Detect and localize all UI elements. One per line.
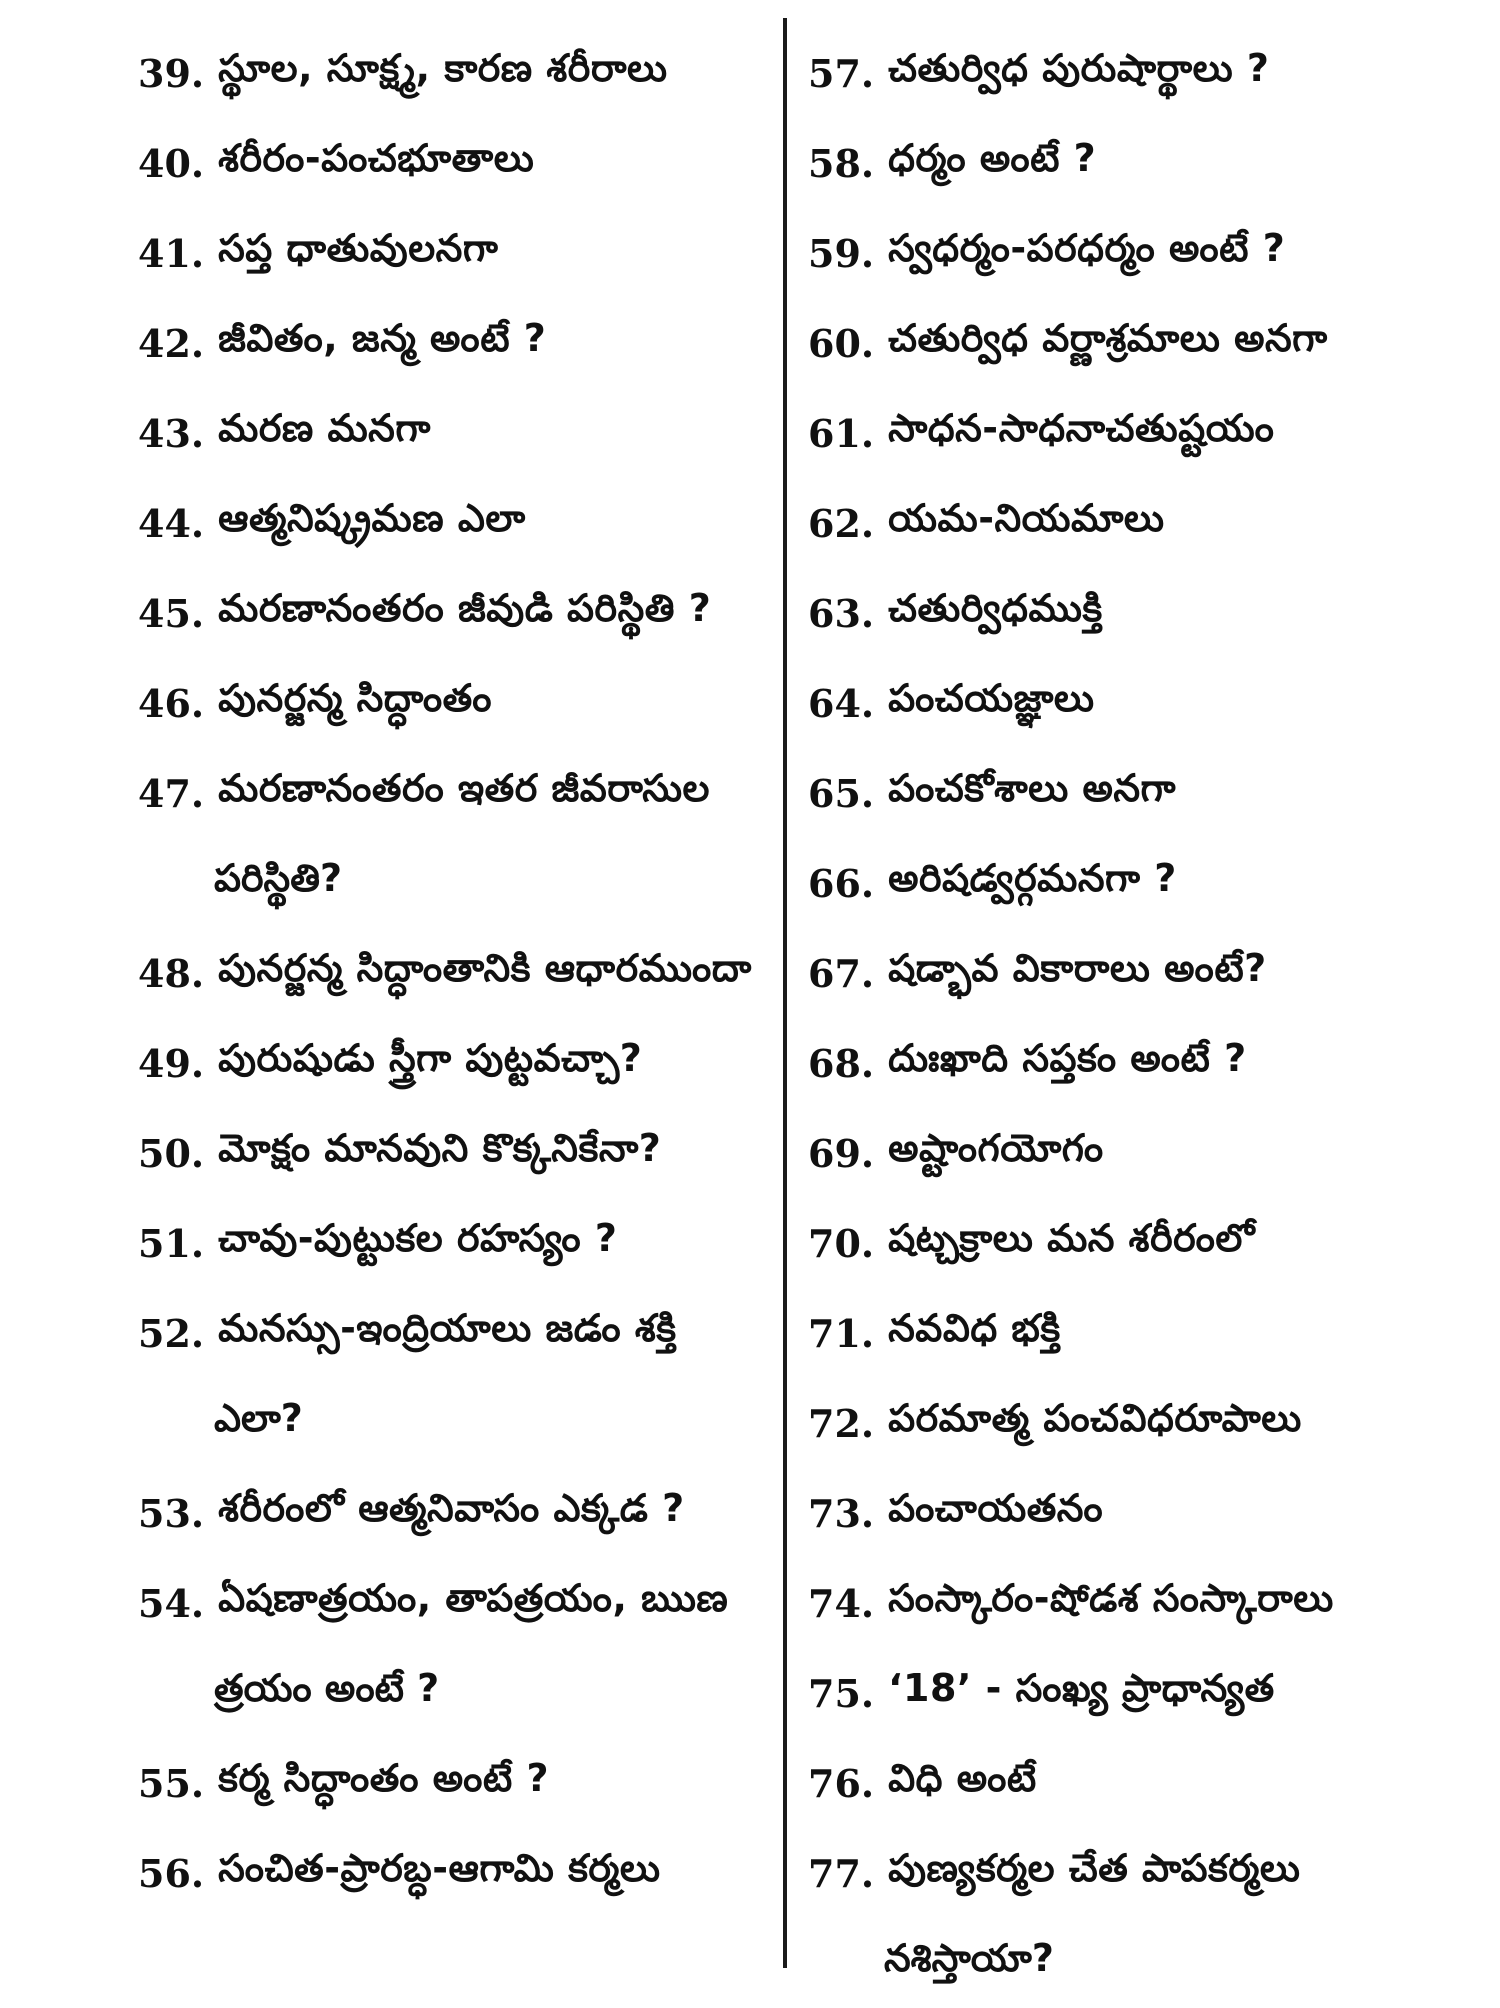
list-item [138,1198,763,1288]
list-item [808,388,1468,478]
item-number: 75. [808,1670,875,1716]
list-item [808,298,1468,388]
item-text-continuation: త్రయం అంటే ? [214,1666,440,1710]
item-number: 51. [138,1220,205,1266]
item-text: మరణానంతరం ఇతర జీవరాసుల [218,766,710,810]
item-text: చతుర్విధ వర్ణాశ్రమాలు అనగా [888,316,1328,360]
item-number: 46. [138,680,205,726]
item-text: విధి అంటే [888,1756,1037,1800]
item-number: 76. [808,1760,875,1806]
item-text: పుణ్యకర్మల చేత పాపకర్మలు [888,1846,1301,1890]
list-item [138,478,763,568]
list-item [808,1648,1468,1738]
item-text: శరీరంలో ఆత్మనివాసం ఎక్కడ ? [218,1486,685,1530]
item-number: 70. [808,1220,875,1266]
item-number: 56. [138,1850,205,1896]
list-item [138,1828,763,1918]
list-item [808,1288,1468,1378]
list-item [808,28,1468,118]
item-number: 66. [808,860,875,906]
item-text-continuation: ఎలా? [214,1396,303,1440]
list-item [138,928,763,1018]
list-item [808,1738,1468,1828]
list-item [808,478,1468,568]
list-item [138,1288,763,1378]
item-number: 71. [808,1310,875,1356]
item-text: అరిషడ్వర్గమనగా ? [888,856,1177,900]
list-item [808,658,1468,748]
item-number: 62. [808,500,875,546]
column-divider [783,18,787,1968]
list-item [138,388,763,478]
item-number: 63. [808,590,875,636]
item-text: పరమాత్మ పంచవిధరూపాలు [888,1396,1302,1440]
item-number: 65. [808,770,875,816]
item-number: 69. [808,1130,875,1176]
item-number: 50. [138,1130,205,1176]
item-text: సప్త ధాతువులనగా [218,226,499,270]
item-text: పంచయజ్ఞాలు [888,676,1095,720]
list-item [808,118,1468,208]
item-number: 67. [808,950,875,996]
item-number: 42. [138,320,205,366]
list-item [808,568,1468,658]
list-item [138,1018,763,1108]
item-text: శరీరం-పంచభూతాలు [218,136,535,180]
item-number: 58. [808,140,875,186]
item-number: 73. [808,1490,875,1536]
list-item [138,568,763,658]
item-text: ఆత్మనిష్క్రమణ ఎలా [218,496,526,540]
item-number: 54. [138,1580,205,1626]
item-number: 41. [138,230,205,276]
item-text: మోక్షం మానవుని కొక్కనికేనా? [218,1126,662,1170]
item-text: సంచిత-ప్రారబ్ధ-ఆగామి కర్మలు [218,1846,661,1890]
item-number: 53. [138,1490,205,1536]
item-text: మరణానంతరం జీవుడి పరిస్థితి ? [218,586,712,630]
item-number: 49. [138,1040,205,1086]
list-item [808,1558,1468,1648]
item-text-continuation: నశిస్తాయా? [884,1936,1054,1980]
list-item [808,1018,1468,1108]
list-item [138,208,763,298]
item-number: 40. [138,140,205,186]
item-text: స్థూల, సూక్ష్మ, కారణ శరీరాలు [218,46,668,90]
item-number: 47. [138,770,205,816]
item-number: 68. [808,1040,875,1086]
item-number: 72. [808,1400,875,1446]
item-number: 45. [138,590,205,636]
item-text: మరణ మనగా [218,406,431,450]
item-number: 48. [138,950,205,996]
item-text: స్వధర్మం-పరధర్మం అంటే ? [888,226,1286,270]
item-text: కర్మ సిద్ధాంతం అంటే ? [218,1756,550,1800]
item-text: మనస్సు-ఇంద్రియాలు జడం శక్తి [218,1306,677,1350]
item-text: పునర్జన్మ సిద్ధాంతానికి ఆధారముందా [218,946,752,990]
item-number: 39. [138,50,205,96]
item-text: షడ్భావ వికారాలు అంటే? [888,946,1267,990]
item-text: నవవిధ భక్తి [888,1306,1061,1350]
item-text: పునర్జన్మ సిద్ధాంతం [218,676,492,720]
item-number: 61. [808,410,875,456]
item-number: 77. [808,1850,875,1896]
item-text: చతుర్విధ పురుషార్థాలు ? [888,46,1270,90]
list-item [808,1468,1468,1558]
list-item [808,838,1468,928]
item-text-continuation: పరిస్థితి? [214,856,342,900]
item-number: 64. [808,680,875,726]
left-column [138,28,763,1918]
item-number: 74. [808,1580,875,1626]
list-item [138,658,763,748]
item-text: షట్చక్రాలు మన శరీరంలో [888,1216,1256,1260]
right-column [808,28,1468,2008]
list-item [138,118,763,208]
item-text: చావు-పుట్టుకల రహస్యం ? [218,1216,618,1260]
item-text: సాధన-సాధనాచతుష్టయం [888,406,1275,450]
list-item [808,1198,1468,1288]
list-item [808,1378,1468,1468]
item-number: 55. [138,1760,205,1806]
item-text: ‘18’ - సంఖ్య ప్రాధాన్యత [888,1666,1275,1710]
item-text: దుఃఖాది సప్తకం అంటే ? [888,1036,1247,1080]
list-item [808,208,1468,298]
item-text: ధర్మం అంటే ? [888,136,1097,180]
item-number: 57. [808,50,875,96]
list-item [138,748,763,838]
item-text: పంచకోశాలు అనగా [888,766,1177,810]
item-number: 59. [808,230,875,276]
item-text: జీవితం, జన్మ అంటే ? [218,316,547,360]
list-item [138,1468,763,1558]
item-number: 60. [808,320,875,366]
list-item [138,28,763,118]
list-item [138,1108,763,1198]
list-item [808,748,1468,838]
list-item [138,1738,763,1828]
list-item [138,298,763,388]
item-number: 43. [138,410,205,456]
item-text: పంచాయతనం [888,1486,1104,1530]
item-text: చతుర్విధముక్తి [888,586,1103,630]
item-number: 52. [138,1310,205,1356]
item-text: యమ-నియమాలు [888,496,1165,540]
item-text: అష్టాంగయోగం [888,1126,1104,1170]
item-text: సంస్కారం-షోడశ సంస్కారాలు [888,1576,1334,1620]
list-item [808,928,1468,1018]
item-number: 44. [138,500,205,546]
item-text: ఏషణాత్రయం, తాపత్రయం, ఋణ [218,1576,729,1620]
item-text: పురుషుడు స్త్రీగా పుట్టవచ్చా? [218,1036,643,1080]
list-item [808,1828,1468,1918]
list-item [138,1558,763,1648]
list-item [808,1108,1468,1198]
